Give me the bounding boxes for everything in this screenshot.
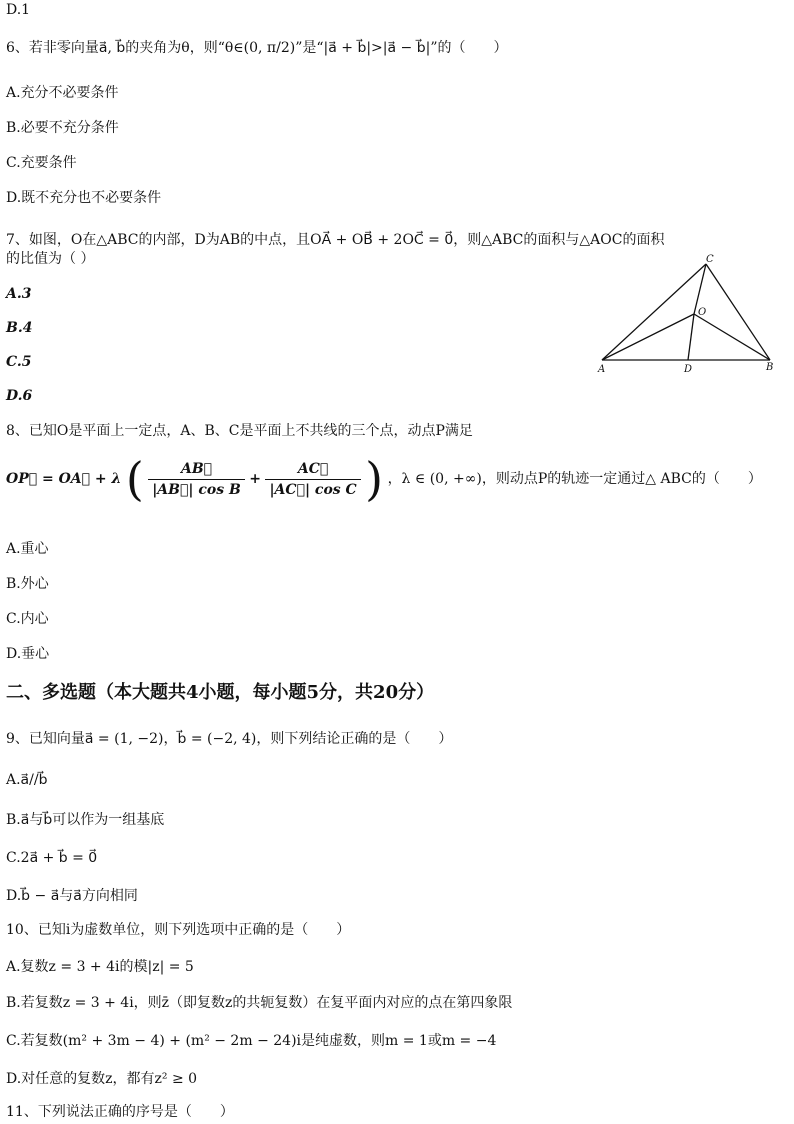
label-d: D bbox=[684, 364, 693, 375]
q8-frac-1: $\frac{AB⃗}{\text{|AB⃗| cos B}}$ bbox=[148, 459, 245, 500]
q6-option-c: C.充要条件 bbox=[6, 155, 77, 171]
question-7: 7、如图，O在△ABC的内部，D为AB的中点，且OA⃗ + OB⃗ + 2OC⃗ = 0⃗，则△ABC的面积与△AOC的面积 bbox=[6, 232, 665, 248]
q8-formula-lhs: OP⃗ = OA⃗ + λ bbox=[6, 471, 122, 487]
q8-option-d: D.垂心 bbox=[6, 646, 50, 662]
label-b: B bbox=[766, 362, 774, 373]
q7-option-d: D.6 bbox=[6, 388, 33, 404]
q8-frac-2: $\frac{AC⃗}{\text{|AC⃗| cos C}}$ bbox=[265, 459, 360, 500]
q10-option-c: C.若复数(m² + 3m − 4) + (m² − 2m − 24)i是纯虚数，则m = 1或m = −4 bbox=[6, 1033, 497, 1049]
section-2-heading: 二、多选题（本大题共4小题，每小题5分，共20分） bbox=[6, 682, 435, 703]
question-7-cont: 的比值为（ ） bbox=[6, 251, 95, 267]
q8-paren-close: ) bbox=[365, 452, 384, 506]
q9-option-a: A.a⃗//b⃗ bbox=[6, 772, 48, 788]
question-8: 8、已知O是平面上一定点，A、B、C是平面上不共线的三个点，动点P满足 bbox=[6, 423, 473, 439]
q8-option-a: A.重心 bbox=[6, 541, 49, 557]
q6-option-a: A.充分不必要条件 bbox=[6, 85, 119, 101]
question-9: 9、已知向量a⃗ = (1, −2)，b⃗ = (−2, 4)，则下列结论正确的是（ ） bbox=[6, 731, 453, 747]
q9-option-c: C.2a⃗ + b⃗ = 0⃗ bbox=[6, 850, 98, 866]
q9-option-b: B.a⃗与b⃗可以作为一组基底 bbox=[6, 812, 165, 828]
q7-option-c: C.5 bbox=[6, 354, 32, 370]
q8-paren-open: ( bbox=[125, 452, 144, 506]
segment-ob bbox=[694, 314, 770, 360]
question-6: 6、若非零向量a⃗, b⃗的夹角为θ，则“θ∈(0, π/2)”是“|a⃗ + b⃗|>|a⃗ − b⃗|”的（ ） bbox=[6, 40, 508, 56]
question-10: 10、已知i为虚数单位，则下列选项中正确的是（ ） bbox=[6, 922, 351, 938]
edge-bc bbox=[706, 264, 770, 360]
q10-option-d: D.对任意的复数z，都有z² ≥ 0 bbox=[6, 1071, 198, 1087]
q8-formula-tail: ，λ ∈ (0, +∞)，则动点P的轨迹一定通过△ ABC的（ ） bbox=[387, 471, 762, 487]
q7-option-a: A.3 bbox=[6, 286, 32, 302]
q9-option-d: D.b⃗ − a⃗与a⃗方向相同 bbox=[6, 888, 138, 904]
q10-option-b: B.若复数z = 3 + 4i，则z̄（即复数z的共轭复数）在复平面内对应的点在第四象限 bbox=[6, 995, 513, 1011]
q8-plus: + bbox=[249, 471, 262, 487]
q-line-d1: D.1 bbox=[6, 2, 31, 18]
q8-option-b: B.外心 bbox=[6, 576, 49, 592]
label-o: O bbox=[698, 307, 707, 318]
question-11: 11、下列说法正确的序号是（ ） bbox=[6, 1104, 234, 1120]
q7-option-b: B.4 bbox=[6, 320, 33, 336]
q6-option-d: D.既不充分也不必要条件 bbox=[6, 190, 162, 206]
q8-option-c: C.内心 bbox=[6, 611, 49, 627]
segment-oa bbox=[602, 314, 694, 360]
q6-option-b: B.必要不充分条件 bbox=[6, 120, 119, 136]
q10-option-a: A.复数z = 3 + 4i的模|z| = 5 bbox=[6, 959, 194, 975]
label-a: A bbox=[598, 364, 606, 375]
label-c: C bbox=[706, 254, 714, 265]
q8-formula bbox=[6, 446, 762, 512]
segment-od bbox=[688, 314, 694, 360]
triangle-figure bbox=[596, 254, 780, 378]
